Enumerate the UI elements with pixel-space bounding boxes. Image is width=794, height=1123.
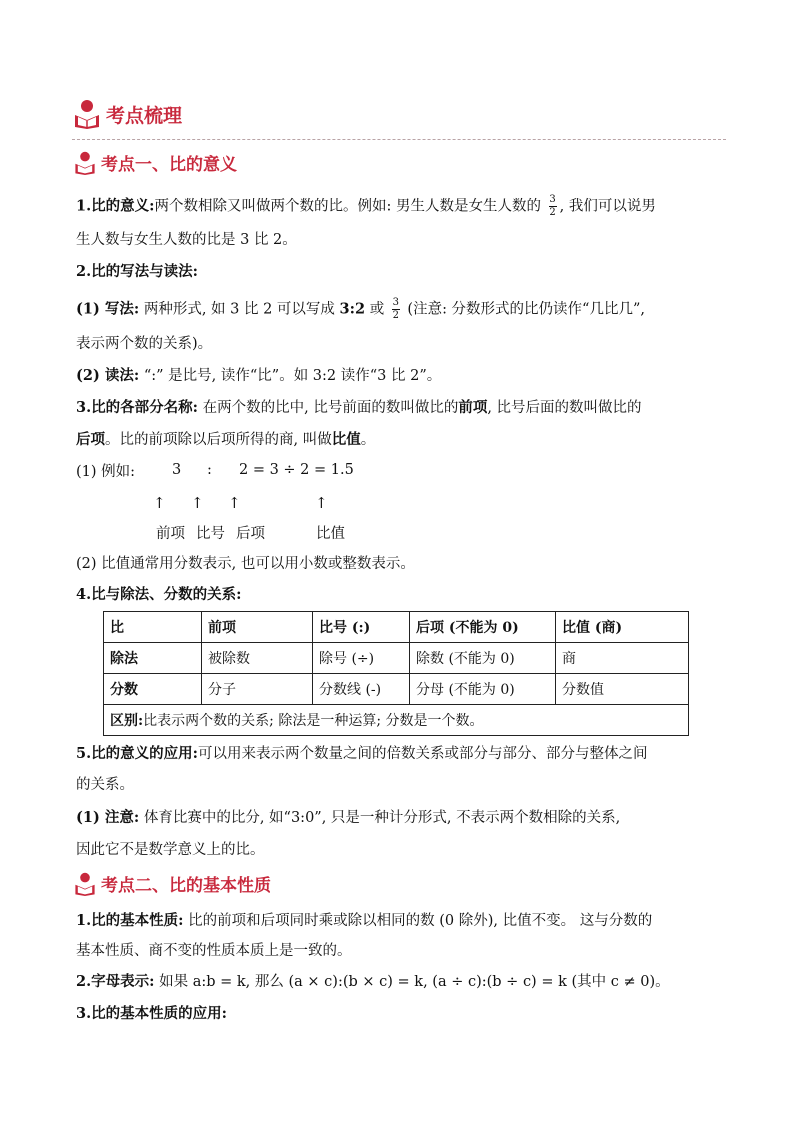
table-row (104, 643, 689, 674)
term-label: 2.字母表示: (76, 973, 155, 990)
paragraph-letters (76, 972, 670, 992)
subheading: 2.比的写法与读法: (76, 263, 198, 280)
paragraph-reading (76, 366, 441, 386)
table-note-cell (104, 705, 689, 736)
text: 如果 a:b = k, 那么 (a × c):(b × c) = k, (a ÷ c):(b ÷ c) = k (其中 c ≠ 0)。 (159, 974, 670, 990)
text: , 我们可以说男 (559, 198, 656, 215)
numerator: 3 (392, 297, 399, 308)
dashed-divider (72, 139, 726, 140)
term-label: (1) 写法: (76, 300, 140, 318)
name-value: 比值 (316, 526, 345, 542)
table-cell: 分数线 (-) (313, 674, 410, 705)
text: , 比号后面的数叫做比的 (487, 400, 642, 416)
subheading: 4.比与除法、分数的关系: (76, 586, 242, 603)
table-note-row (104, 705, 689, 736)
up-arrow-icon: ↑ (315, 494, 328, 512)
up-arrow-icon: ↑ (153, 494, 166, 512)
paragraph-line: 的关系。 (76, 777, 134, 793)
table-row (104, 674, 689, 705)
table-cell: 分子 (202, 674, 313, 705)
term-label: (1) 注意: (76, 809, 140, 826)
table-cell: 分数 (104, 674, 202, 705)
note-text: 比表示两个数的关系; 除法是一种运算; 分数是一个数。 (143, 713, 484, 729)
table-header-row (104, 612, 689, 643)
text: 在两个数的比中, 比号前面的数叫做比的 (202, 400, 459, 416)
section-title-2 (74, 871, 271, 896)
table-header-cell: 比号 (:) (313, 612, 410, 643)
name-back: 后项 (236, 526, 265, 542)
paragraph-attention (76, 808, 620, 828)
paragraph-value-note: (2) 比值通常用分数表示, 也可以用小数或整数表示。 (76, 556, 415, 572)
table-cell: 分数值 (556, 674, 689, 705)
example-colon: : (207, 462, 212, 478)
paragraph-application (76, 744, 648, 764)
term-front: 前项 (458, 399, 488, 416)
paragraph-meaning (76, 195, 656, 218)
example-label: (1) 例如: (76, 464, 136, 480)
up-arrow-icon: ↑ (228, 494, 241, 512)
paragraph-line: 生人数与女生人数的比是 3 比 2。 (76, 232, 297, 248)
numerator: 3 (549, 194, 556, 205)
table-cell: 除号 (÷) (313, 643, 410, 674)
text: 两个数相除又叫做两个数的比。例如: 男生人数是女生人数的 (154, 198, 541, 215)
paragraph-line: 因此它不是数学意义上的比。 (76, 842, 265, 858)
text: 比的前项和后项同时乘或除以相同的数 (0 除外), 比值不变。 这与分数的 (188, 913, 653, 929)
term-label: 1.比的意义: (76, 197, 155, 215)
text: 。 (360, 432, 376, 448)
table-cell: 除数 (不能为 0) (410, 643, 556, 674)
table-cell: 被除数 (202, 643, 313, 674)
paragraph-property (76, 911, 652, 931)
text: “:” 是比号, 读作“比”。如 3:2 读作“3 比 2”。 (143, 368, 442, 384)
table-header-cell: 后项 (不能为 0) (410, 612, 556, 643)
subheading: 3.比的基本性质的应用: (76, 1005, 227, 1022)
name-front: 前项 (156, 526, 185, 542)
up-arrow-icon: ↑ (191, 494, 204, 512)
text: 体育比赛中的比分, 如“3:0”, 只是一种计分形式, 不表示两个数相除的关系, (143, 810, 621, 826)
text: 。比的前项除以后项所得的商, 叫做 (105, 432, 332, 448)
term-label: 5.比的意义的应用: (76, 745, 198, 762)
term-label: 1.比的基本性质: (76, 912, 184, 929)
term-value: 比值 (331, 431, 361, 448)
fraction (392, 298, 400, 321)
section-title-text: 考点一、比的意义 (101, 155, 237, 175)
section-header (74, 99, 182, 129)
note-label: 区别: (110, 713, 144, 729)
denominator: 2 (392, 310, 399, 321)
table-cell: 除法 (104, 643, 202, 674)
example-expression: 2 = 3 ÷ 2 = 1.5 (239, 462, 354, 478)
table-header-cell: 前项 (202, 612, 313, 643)
text: (注意: 分数形式的比仍读作“几比几”, (407, 301, 645, 318)
example-front: 3 (172, 462, 182, 478)
reading-person-icon (74, 151, 96, 175)
ratio-example: 3:2 (339, 300, 366, 318)
header-title: 考点梳理 (106, 104, 183, 127)
name-sign: 比号 (196, 526, 225, 542)
section-title-text: 考点二、比的基本性质 (101, 876, 271, 896)
paragraph-parts (76, 398, 642, 418)
fraction (549, 195, 557, 218)
term-label: (2) 读法: (76, 367, 140, 384)
text: 可以用来表示两个数量之间的倍数关系或部分与部分、部分与整体之间 (198, 746, 648, 762)
table-cell: 分母 (不能为 0) (410, 674, 556, 705)
section-title-1 (74, 150, 237, 175)
reading-person-icon (74, 99, 100, 129)
paragraph-line: 表示两个数的关系)。 (76, 336, 213, 352)
term-back: 后项 (76, 431, 105, 448)
reading-person-icon (74, 872, 96, 896)
denominator: 2 (549, 207, 556, 218)
paragraph-line: 基本性质、商不变的性质本质上是一致的。 (76, 943, 352, 959)
paragraph-writing (76, 298, 645, 321)
table-cell: 商 (556, 643, 689, 674)
paragraph-line (76, 430, 375, 450)
term-label: 3.比的各部分名称: (76, 399, 198, 416)
relation-table (103, 611, 689, 736)
text: 两种形式, 如 3 比 2 可以写成 (143, 301, 335, 318)
table-header-cell: 比 (104, 612, 202, 643)
text: 或 (369, 301, 385, 318)
table-header-cell: 比值 (商) (556, 612, 689, 643)
